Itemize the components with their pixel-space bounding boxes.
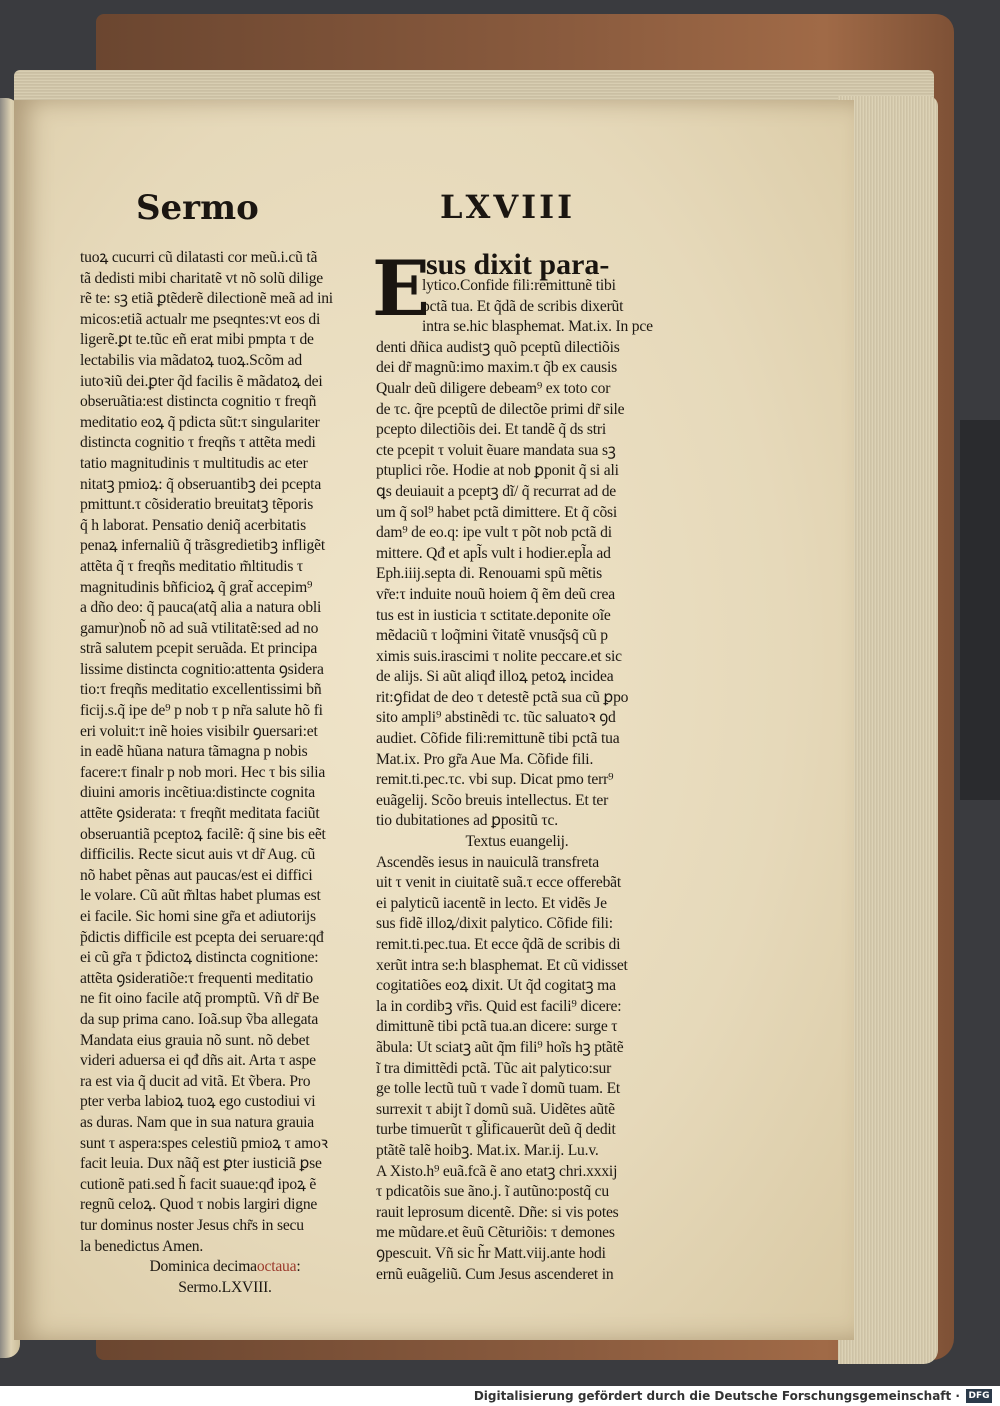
text-line: tio:τ freqñs meditatio excellentissimi bñ [80, 681, 322, 699]
text-line: ei cũ gr̃a τ p̃dictoꝝ distincta cognitione: [80, 949, 319, 967]
gospel-line: remit.ti.pec.tua. Et ecce q̃dã de scribis di [376, 936, 621, 953]
text-line: difficilis. Recte sicut auis vt dr̃ Aug. cũ [80, 846, 316, 864]
gospel-line: τ pdicatõis sue ãno.j. ĩ autũno:postq̃ cu [376, 1183, 610, 1201]
text-line: obseruãtia:est distincta cognitio τ freqñ [80, 393, 317, 411]
text-line: audiet. Cõfide fili:remittunẽ tibi pctã tua [376, 730, 620, 748]
gospel-line: Ascendẽs iesus in nauiculã transfreta [376, 853, 599, 871]
text-line: pter verba labioꝝ tuoꝝ ego custodiui vi [80, 1093, 316, 1111]
incipit-line: sus dixit para- [426, 248, 610, 281]
text-line: diuini amoris incẽtiua:distincte cognita [80, 784, 315, 802]
text-line: remit.ti.pec.τc. vbi sup. Dicat pmo terr⁹ [376, 771, 614, 789]
text-line: nõ habet pẽnas aut paucas/est ei diffici [80, 866, 313, 884]
text-line: meditatio eoꝝ q̃ pdicta sũt:τ singulariter [80, 413, 320, 431]
text-line: vr̃e:τ induite nouũ hoiem q̃ ẽm deũ crea [376, 585, 615, 603]
text-line: ximis suis.irascimi τ nolite peccare.et sic [376, 647, 622, 665]
text-line: sunt τ aspera:spes celestiũ pmioꝝ τ amoꝛ [80, 1134, 328, 1152]
gospel-line: rauit leprosum dicentẽ. Dñe: si vis potes [376, 1203, 619, 1221]
gospel-line: cogitatiões eoꝝ dixit. Ut q̃d cogitatꝫ ma [376, 977, 616, 995]
text-line: attẽta q̃ τ freqñs meditatio m̃ltitudis τ [80, 557, 303, 575]
rubric-text-red: octaua [256, 1258, 297, 1276]
gospel-line: xerũt intra se:h blasphemat. Et cũ vidisset [376, 956, 628, 974]
text-line: da sup prima cano. Ioã.sup ṽba allegata [80, 1010, 319, 1028]
gospel-text-lines [376, 853, 658, 1285]
text-line: mittere. Qđ et apl̃s vult i hodier.epl̃a ad [376, 544, 611, 562]
gospel-line: ꝯpescuit. Vñ sic h̃r Matt.viij.ante hodi [376, 1244, 606, 1262]
gospel-line: sus fidẽ illoꝝ/dixit palytico. Cõfide fili: [376, 915, 613, 933]
closing-rubric [80, 1257, 370, 1278]
gospel-line: la in cordibꝫ vr̃is. Quid est facili⁹ dicere: [376, 997, 622, 1015]
text-line: cutionẽ pati.sed h̃ facit suaue:qđ ipoꝝ ẽ [80, 1175, 317, 1193]
text-line: facere:τ finalr p nob mori. Hec τ bis silia [80, 763, 326, 781]
gospel-line: dimittunẽ tibi pctã tua.an dicere: surge τ [376, 1018, 618, 1036]
folio-number: LXVIII [440, 188, 576, 226]
text-line: ꝗs deuiauit a pceptꝫ dĩ/ q̃ recurrat ad de [376, 482, 617, 500]
text-line: videri aduersa ei qđ dñs ait. Arta τ aspe [80, 1052, 316, 1070]
text-line: le volare. Cũ aũt m̃ltas habet plumas est [80, 887, 321, 905]
text-line: ne fit oino facile atq̃ promptũ. Vñ dr̃ Be [80, 990, 319, 1008]
text-line: tus est in iusticia τ sctitate.deponite oĩe [376, 606, 611, 624]
text-line: ligerẽ.ꝑt te.tũc eñ erat mibi pmpta τ de [80, 331, 314, 349]
gospel-line: ãbula: Ut sciatꝫ aũt q̃m fili⁹ hoĩs hꝫ ptãtẽ [376, 1038, 624, 1056]
text-line: rẽ te: sꝫ etiã ꝑtẽderẽ dilectionẽ meã ad ini [80, 290, 333, 308]
text-line: obseruantiã pceptoꝝ facilẽ: q̃ sine bis eẽt [80, 825, 326, 843]
text-line: micos:etiã actualr me pseqntes:vt eos di [80, 310, 321, 328]
text-line: lytico.Confide fili:remittunẽ tibi [422, 277, 616, 294]
background-block [960, 420, 1000, 800]
text-line: magnitudinis bñficioꝝ q̃ grat̃ accepim⁹ [80, 578, 313, 596]
text-line: rit:ꝯfidat de deo τ detestẽ pctã sua cũ ꝑpo [376, 688, 629, 706]
left-column-lines [80, 248, 370, 1257]
text-line: tur dominus noster Jesus chr̃s in secu [80, 1216, 304, 1234]
gospel-line: me mũdare.et ẽuũ Cẽturiõis: τ demones [376, 1224, 615, 1242]
text-line: attẽta ꝯsideratiõe:τ frequenti meditatio [80, 969, 314, 987]
left-text-column [80, 248, 370, 1298]
text-line: ra est via q̃ ducit ad vitã. Et ṽbera. Pro [80, 1072, 311, 1090]
text-line: tã dedisti mibi charitatẽ vt nõ solũ dilige [80, 269, 324, 287]
text-line: penaꝝ infernaliũ q̃ trãsgredietibꝫ infligẽt [80, 537, 326, 555]
text-line: ficij.s.q̃ ipe de⁹ p nob τ p nr̃a salute hõ fi [80, 702, 323, 720]
text-line: ptuplici rõe. Hodie at nob ꝑponit q̃ si ali [376, 462, 619, 480]
text-line: in eadẽ hũana natura tãmagna p nobis [80, 743, 308, 761]
text-line: q̃ h laborat. Pensatio deniq̃ acerbitatis [80, 516, 307, 534]
text-line: as duras. Nam que in sua natura grauia [80, 1113, 315, 1131]
text-line: facit leuia. Dux nãq̃ est ꝑter iusticiã ꝑse [80, 1155, 322, 1173]
text-line: iutoꝛiũ dei.ꝑter q̃d facilis ẽ mãdatoꝝ dei [80, 372, 323, 390]
gospel-line: ernũ euãgeliũ. Cum Jesus ascenderet in [376, 1265, 614, 1283]
dfg-logo: DFG [966, 1389, 992, 1403]
running-title: Sermo [136, 188, 259, 228]
text-line: dam⁹ de eo.q: ipe vult τ põt nob pctã di [376, 524, 612, 542]
gospel-line: ei palyticũ iacentẽ in lecto. Et vidẽs Je [376, 894, 607, 912]
text-line: eri voluit:τ inẽ hoies visibilr ꝯuersari:et [80, 722, 318, 740]
decorated-initial: E [372, 244, 430, 333]
text-line: lectabilis via mãdatoꝝ tuoꝝ.Scõm ad [80, 351, 302, 369]
right-text-column [376, 252, 658, 1285]
text-line: strã salutem pcepit seruãda. Et principa [80, 640, 318, 658]
text-line: Mat.ix. Pro gr̃a Aue Ma. Cõfide fili. [376, 750, 594, 768]
text-line: gamur)nob̃ nõ ad suã vtilitatẽ:sed ad no [80, 619, 319, 637]
text-line: tio dubitationes ad ꝑpositũ τc. [376, 812, 558, 830]
text-line: sito ampli⁹ abstinẽdi τc. tũc saluatoꝛ ꝯd [376, 709, 616, 727]
text-line: mẽdaciũ τ loq̃mini ṽitatẽ vnusq̃sq̃ cũ p [376, 627, 608, 645]
text-line: um q̃ sol⁹ habet pctã dimittere. Et q̃ cõsi [376, 503, 618, 521]
text-line: denti dñica audistꝫ quõ pceptũ dilectiõis [376, 338, 620, 356]
text-line: tatio magnitudinis τ multitudis ac eter [80, 454, 308, 472]
text-line: de τc. q̃re pceptũ de dilectõe primi dr̃ sile [376, 400, 625, 418]
right-column-lines [376, 276, 658, 832]
gospel-line: A Xisto.h⁹ euã.fcã ẽ ano etatꝫ chri.xxxij [376, 1162, 618, 1180]
text-line: de alijs. Si aũt aliqđ illoꝝ petoꝝ incidea [376, 668, 614, 686]
rubric-text-black: Dominica decima [149, 1258, 257, 1276]
text-line: intra se.hic blasphemat. Mat.ix. In pce [422, 318, 653, 336]
text-line: ei facile. Sic homi sine gr̃a et adiutorijs [80, 908, 316, 925]
gospel-line: ptãtẽ talẽ hoibꝫ. Mat.ix. Mar.ij. Lu.v. [376, 1141, 599, 1159]
text-line: a dño deo: q̃ pauca(atq̃ alia a natura obli [80, 599, 322, 617]
text-line: la benedictus Amen. [80, 1237, 204, 1255]
text-line: nitatꝫ pmioꝝ: q̃ obseruantibꝫ dei pcepta [80, 475, 322, 493]
text-line: lissime distincta cognitio:attenta ꝯsidera [80, 660, 324, 678]
text-line: attẽte ꝯsiderata: τ freqñt meditata faciũt [80, 805, 320, 823]
gospel-line: ge tolle lectũ tuũ τ vade ĩ domũ tuam. Et [376, 1080, 621, 1098]
text-line: euãgelij. Scõo breuis intellectus. Et ter [376, 791, 609, 809]
text-line: Eph.iiij.septa di. Renouami spũ mẽtis [376, 565, 603, 583]
text-line: dei dr̃ magnũ:imo maxim.τ q̃b ex causis [376, 359, 617, 377]
gospel-heading: Textus euangelij. [465, 833, 569, 851]
text-line: regnũ celoꝝ. Quod τ nobis largiri digne [80, 1196, 318, 1214]
text-line: pctã tua. Et q̃dã de scribis dixerũt [422, 297, 624, 315]
text-line: pmittunt.τ cõsideratio breuitatꝫ tẽporis [80, 496, 314, 514]
gospel-line: turbe timuerũt τ gl̃ificauerũt deũ q̃ dedit [376, 1121, 616, 1139]
rubric-colon: : [296, 1258, 301, 1276]
text-line: distincta cognitio τ freqñs τ attẽta medi [80, 434, 316, 452]
text-line: cte pcepit τ voluit ẽuare mandata sua sꝫ [376, 441, 616, 459]
text-line: Mandata eius grauia nõ sunt. nõ debet [80, 1031, 310, 1049]
text-line: tuoꝝ cucurri cũ dilatasti cor meũ.i.cũ tã [80, 249, 318, 266]
digitization-credit: Digitalisierung gefördert durch die Deutsche Forschungsgemeinschaft · [473, 1389, 960, 1403]
sermon-number: Sermo.LXVIII. [178, 1278, 272, 1296]
text-line: pcepto dilectiõis dei. Et tandẽ q̃ ds stri [376, 421, 606, 439]
gospel-line: uit τ venit in ciuitatẽ suã.τ ecce offerebãt [376, 874, 622, 892]
text-line: Qualr deũ diligere debeam⁹ ex toto cor [376, 379, 611, 397]
gospel-line: surrexit τ abijt ĩ domũ suã. Uidẽtes aũtẽ [376, 1100, 615, 1118]
text-line: p̃dictis difficile est pcepta dei seruare:qđ [80, 928, 324, 946]
gospel-line: ĩ tra dimittẽdi pctã. Tũc ait palytico:sur [376, 1059, 612, 1077]
